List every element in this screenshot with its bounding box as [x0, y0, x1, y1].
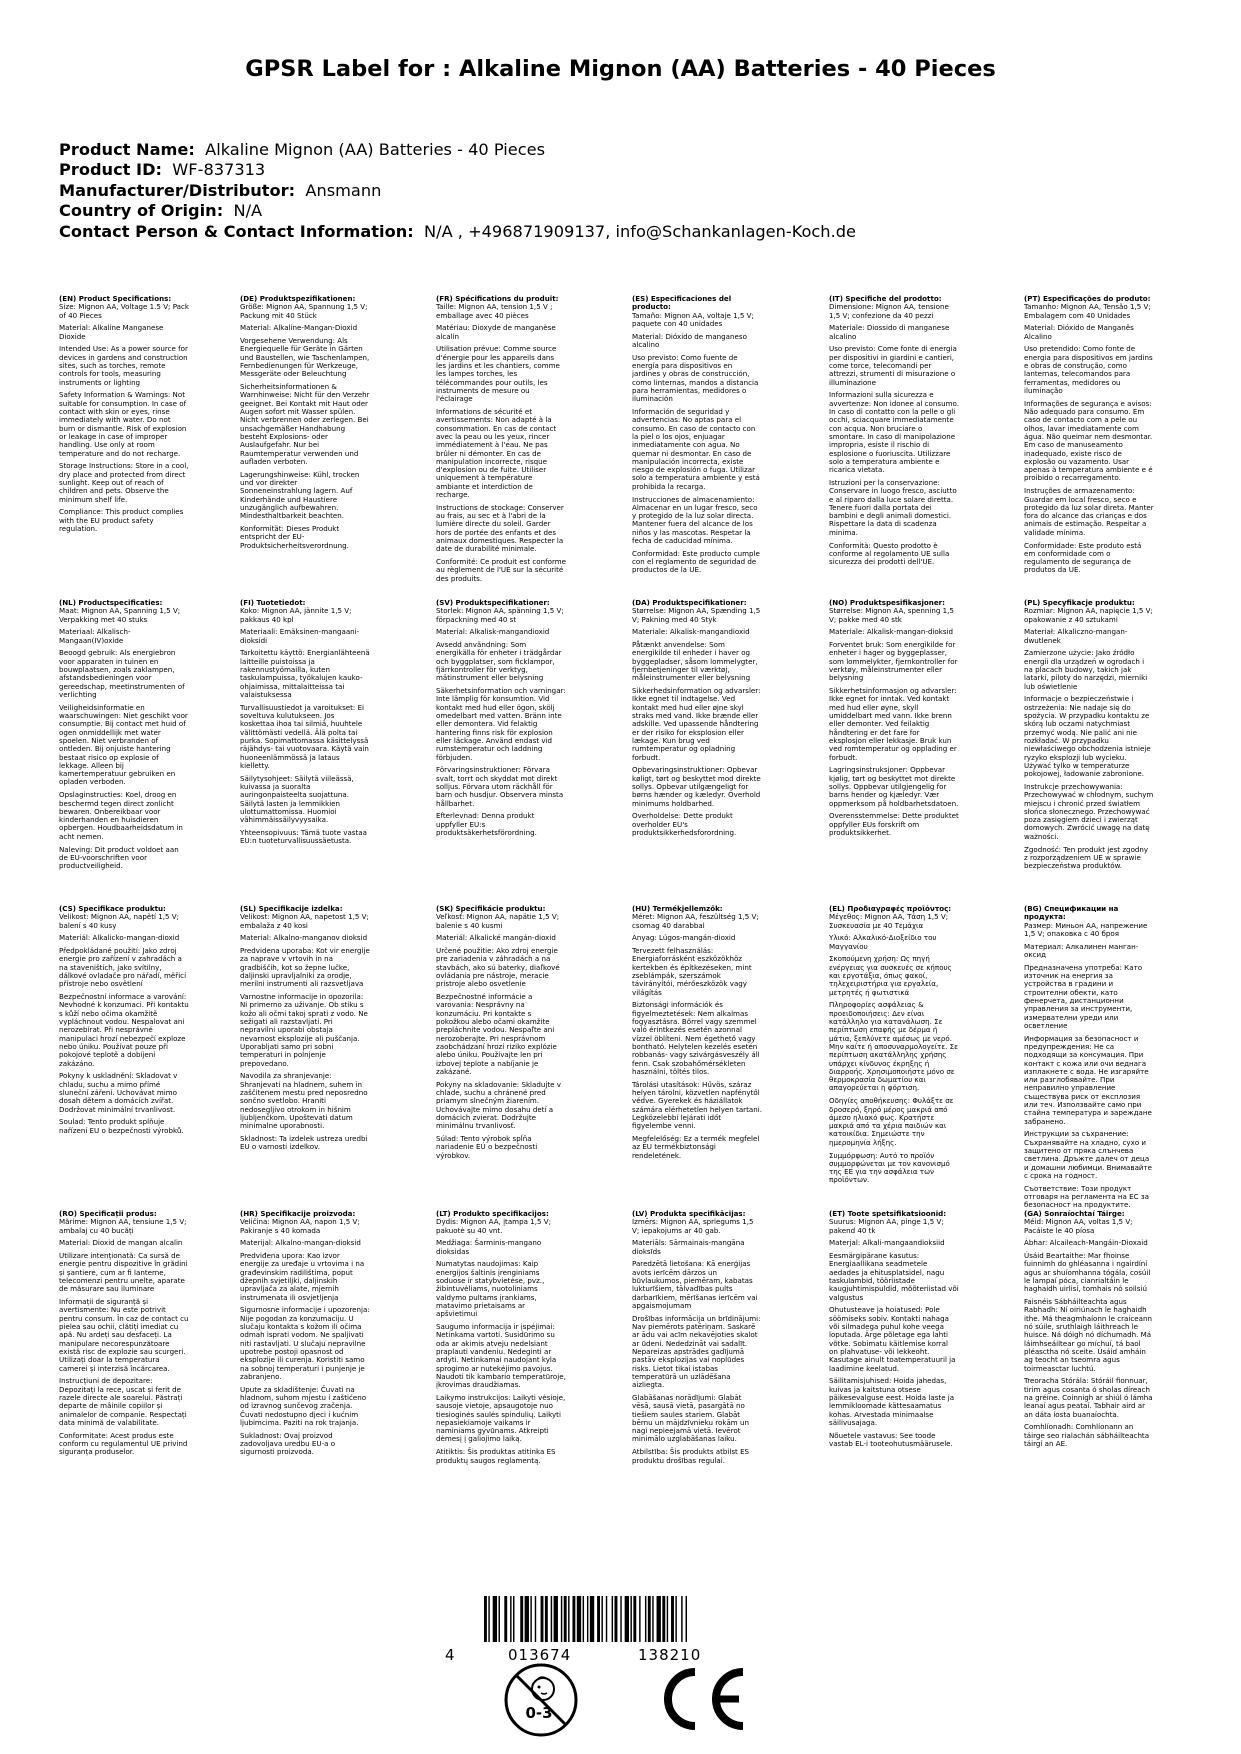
section-heading: (RO) Specificații produs: [59, 1210, 157, 1218]
section-heading: (BG) Спецификации на продукта: [1024, 905, 1119, 922]
section-paragraph: Instructions de stockage: Conserver au frais, au sec et à l'abri de la lumière directe du soleil. Garder hors de portée des enfants et des animaux domestiques. Respecter la date de durabilité minimale. [436, 502, 564, 554]
section-paragraph: Paredzētā lietošana: Kā enerģijas avots ierīcēm dārzos un būvlaukumos, piemēram, kabatas lukturīšiem, tālvadības pults darbarīkiem, mērīšanas ierīcēm vai apgaismojumam [632, 1259, 758, 1310]
language-section [632, 599, 762, 842]
section-paragraph: Ohutusteave ja hoiatused: Pole söömiseks sobiv. Kontakti nahaga või silmadega puhul kohe veega loputada. Ärge põletage ega lahti võtke. Sobimatu käitlemise korral on plahvatuse- või lekkeoht. Kasutage ainult toatemperatuuril ja laadimine keelatud. [829, 1305, 956, 1373]
language-section [632, 905, 762, 1164]
section-heading: (SK) Špecifikácie produktu: [436, 905, 546, 913]
barcode-bar [488, 1596, 489, 1642]
section-paragraph: Tárolási utasítások: Hűvös, száraz helyen tárolni, közvetlen napfénytől védve. Gyerekek és háziállatok számára elérhetetlen helyen tartani. Legközelebbi lejárati időt figyelembe venni. [632, 1079, 762, 1131]
section-paragraph: Nõuetele vastavus: See toode vastab EL-i tooteohutusmäärusele. [829, 1430, 953, 1448]
section-paragraph: Påtænkt anvendelse: Som energikilde til enheder i haver og byggepladser, såsom lommelygter, fjernbetjeninger til værktøj, måleinstrumenter eller belysning [632, 640, 758, 683]
section-paragraph: Informacje o bezpieczeństwie i ostrzeżenia: Nie nadaje się do spożycia. W przypadku kontaktu ze skórą lub oczami natychmiast przemyć wodą. Nie palić ani nie rozkładać. W przypadku niewłaściwego obchodzenia istnieje ryzyko eksplozji lub wycieku. Używać tylko w temperaturze pokojowej, ładowanie zabronione. [1024, 694, 1151, 779]
section-paragraph: Eesmärgipärane kasutus: Energiaallikana seadmetele aedades ja ehitusplatsidel, nagu taskulambid, tööriistade kaugjuhtimispuldid, mõõteriistad või valgustus [829, 1251, 959, 1302]
section-intro [436, 905, 566, 930]
section-size: Taille: Mignon AA, tension 1,5 V ; emballage avec 40 pièces [436, 302, 553, 320]
section-paragraph: Materiale: Diossido di manganese alcalino [829, 323, 950, 341]
section-paragraph: Medžiaga: Šarminis-mangano dioksidas [436, 1238, 542, 1256]
section-paragraph: Materiál: Alkalicko-mangan-dioxid [59, 933, 180, 943]
section-paragraph: Uso previsto: Come fonte di energia per dispositivi in giardini e cantieri, come torce, telecomandi per attrezzi, strumenti di misurazione o illuminazione [829, 344, 957, 387]
section-paragraph: Atitiktis: Šis produktas atitinka ES produktų saugos reglamentą. [436, 1447, 556, 1465]
section-paragraph: Drošības informācija un brīdinājumi: Nav piemērots patēriņam. Saskarē ar ādu vai acīm nekavējoties skalot ar ūdeni. Nededzināt vai sadalīt. Nepareizas apstrādes gadījumā pastāv eksplozijas vai noplūdes risks. Lietot tikai istabas temperatūrā un uzlādēšana aizliegta. [632, 1313, 761, 1390]
section-size: Size: Mignon AA, Voltage 1.5 V; Pack of 40 Pieces [59, 302, 189, 320]
section-paragraph: Forventet bruk: Som energikilde for enheter i hager og byggeplasser, som lommelykter, fjernkontroller for verktøy, måleinstrumenter eller belysning [829, 640, 958, 683]
section-paragraph: Overensstemmelse: Dette produktet oppfyller EUs forskrift om produktsikkerhet. [829, 811, 959, 837]
section-paragraph: Numatytas naudojimas: Kaip energijos šaltinis įrenginiams soduose ir statybvietėse, pvz., žibintuvėliams, nuotoliniams valdymo pultams įrankiams, matavimo prietaisams ar apšvietimui [436, 1259, 545, 1319]
language-section [436, 1210, 566, 1469]
barcode-bar [686, 1596, 687, 1642]
section-heading: (HR) Specifikacije proizvoda: [240, 1210, 356, 1218]
barcode-bar [612, 1596, 613, 1642]
barcode-bar [484, 1596, 487, 1642]
section-paragraph: Predviđena upora: Kao izvor energije za uređaje u vrtovima i na građevinskim radilištima, poput džepnih svjetiljki, daljinskih upravljača za alate, mjernih instrumenata ili osvjetljenja [240, 1251, 365, 1302]
section-paragraph: Informations de sécurité et avertissements: Non adapté à la consommation. En cas de contact avec la peau ou les yeux, rincer immédiatement à l'eau. Ne pas brûler ni démonter. En cas de manipulation incorrecte, risque d'explosion ou de fuite. Utiliser uniquement à température ambiante et interdiction de recharge. [436, 407, 557, 500]
section-size: Størrelse: Mignon AA, spenning 1,5 V; pakke med 40 stk [829, 606, 954, 624]
section-paragraph: Súlad: Tento výrobok spĺňa nariadenie EÚ o bezpečnosti výrobkov. [436, 1133, 538, 1160]
section-size: Tamaño: Mignon AA, voltaje 1,5 V; paquete con 40 unidades [632, 310, 754, 328]
section-paragraph: Conformidade: Este produto está em conformidade com o regulamento de segurança de produtos da UE. [1024, 540, 1142, 575]
section-paragraph: Sikkerhetsinformasjon og advarsler: Ikke egnet for inntak. Ved kontakt med hud eller øyne, skyll umiddelbart med vann. Ikke brenn eller demonter. Ved feilaktig håndtering er det fare for eksplosjon eller lekkasje. Bruk kun ved romtemperatur og opplading er forbudt. [829, 686, 957, 762]
language-section [632, 295, 762, 579]
section-paragraph: Yhteensopivuus: Tämä tuote vastaa EU:n tuoteturvallisuussäetusta. [240, 827, 367, 846]
section-paragraph: Treoracha Stórála: Stóráil fionnuar, tirim agus cosanta ó sholas díreach na gréine. Coinnigh ar shiúl ó lámha leanaí agus peataí. Tabhair aird ar an dáta íosta buanaíochta. [1024, 1376, 1153, 1419]
language-section [240, 599, 370, 850]
section-paragraph: Biztonsági információk és figyelmeztetések: Nem alkalmas fogyasztásra. Bőrrel vagy szemmel való érintkezés esetén azonnal vízzel öblíteni. Nem égethető vagy bontható. Helytelen kezelés esetén robbanás- vagy szivárgásveszély áll fenn. Csak szobahőmérsékleten használni, töltés tilos. [632, 1000, 760, 1076]
barcode-bar [583, 1596, 584, 1642]
section-paragraph: Naleving: Dit product voldoet aan de EU-voorschriften voor productveiligheid. [59, 844, 179, 871]
section-paragraph: Materiale: Alkalisk-mangan-dioksid [829, 627, 954, 637]
info-label: Country of Origin: [59, 201, 224, 221]
section-heading: (FR) Spécifications du produit: [436, 295, 559, 303]
section-paragraph: Efterlevnad: Denna produkt uppfyller EU:s produktsäkerhetsförordning. [436, 811, 537, 837]
section-paragraph: Material: Alkalisk-mangandioxid [436, 627, 550, 637]
section-paragraph: Sikkerhedsinformation og advarsler: Ikke egnet til indtagelse. Ved kontakt med hud eller øjne skyl straks med vand. Ikke brænde eller adskille. Ved upassende håndtering er der risiko for eksplosion eller lækage. Kun brug ved rumtemperatur og opladning forbudt. [632, 686, 761, 762]
section-heading: (GA) Sonraíochtaí Táirge: [1024, 1210, 1125, 1218]
section-paragraph: Opslaginstructies: Koel, droog en beschermd tegen direct zonlicht bewaren. Onbereikbaar voor kinderhanden en huisdieren opbergen. Houdbaarheidsdatum in acht nemen. [59, 790, 183, 841]
section-heading: (LT) Produkto specifikacijos: [436, 1210, 549, 1218]
section-paragraph: Materiał: Alkaliczno-mangan-dwutlenek [1024, 627, 1128, 645]
section-size: Veľkosť: Mignon AA, napätie 1,5 V; balenie s 40 kusmi [436, 912, 560, 930]
barcode-bar [620, 1596, 621, 1642]
section-paragraph: Utilizare intenționată: Ca sursă de energie pentru dispozitive în grădini și șantiere, cum ar fi lanterne, telecomenzi pentru unelte, aparate de măsurare sau iluminare [59, 1251, 188, 1294]
section-paragraph: Tervezett felhasználás: Energiaforrásként eszközökhöz kertekben és építkezéseken, mint zseblámpák, szerszámok távirányítói, mérőeszközök vagy világítás [632, 946, 752, 997]
section-heading: (NO) Produktspesifikasjoner: [829, 599, 945, 607]
barcode-bar [615, 1596, 618, 1642]
section-paragraph: Matériau: Dioxyde de manganèse alcalin [436, 323, 556, 341]
section-paragraph: Varnostne informacije in opozorila: Ni primerno za uživanje. Ob stiku s kožo ali očmi takoj sprati z vodo. Ne sežigati ali razstavljati. Pri nepravilni uporabi obstaja nevarnost eksplozije ali puščanja. Uporabljati samo pri sobni temperaturi in polnjenje prepovedano. [240, 992, 368, 1068]
info-label: Manufacturer/Distributor: [59, 180, 296, 200]
language-section [59, 905, 189, 1139]
section-intro [1024, 295, 1154, 320]
section-intro [829, 295, 959, 320]
section-paragraph: Instrukcje przechowywania: Przechowywać w chłodnym, suchym miejscu i chronić przed światłem słońca słonecznego. Przechowywać poza zasięgiem dzieci i zwierząt domowych. Zwrócić uwagę na datę ważności. [1024, 781, 1154, 841]
section-paragraph: Laikymo instrukcijos: Laikyti vėsioje, sausoje vietoje, apsaugotoje nuo tiesioginės saulės spindulių. Laikyti nepasiekiamoje vaikams ir naminiams gyvūnams. Atkreipti dėmesį į galiojimo laiką. [436, 1392, 566, 1444]
section-paragraph: Opbevaringsinstruktioner: Opbevar køligt, tørt og beskyttet mod direkte sollys. Opbevar utilgængeligt for børns hænder og kæledyr. Overhold minimums holdbarhed. [632, 765, 761, 808]
section-paragraph: Megfelelőség: Ez a termék megfelel az EU termékbiztonsági rendeletének. [632, 1133, 760, 1160]
manufacturer-row [59, 181, 856, 201]
barcode-bar [645, 1596, 646, 1642]
section-intro [59, 1210, 189, 1235]
language-section [829, 599, 959, 842]
age-warning-icon [503, 1662, 579, 1738]
section-paragraph: Skladnost: Ta izdelek ustreza uredbi EU o varnosti izdelkov. [240, 1133, 368, 1152]
barcode-bar [493, 1596, 497, 1642]
language-section [1024, 905, 1154, 1214]
section-paragraph: Συμμόρφωση: Αυτό το προϊόν συμμορφώνεται με τον κανονισμό της ΕΕ για την ασφάλεια των προϊόντων. [829, 1150, 950, 1185]
info-value: Ansmann [305, 180, 382, 200]
language-section [240, 1210, 370, 1461]
section-size: Suurus: Mignon AA, pinge 1,5 V; pakend 40 tk [829, 1217, 944, 1235]
section-paragraph: Utilisation prévue: Comme source d'énergie pour les appareils dans les jardins et les chantiers, comme les lampes torches, les télécommandes pour outils, les instruments de mesure ou l'éclairage [436, 344, 560, 404]
section-intro [240, 295, 370, 320]
info-value: N/A , +496871909137, info@Schankanlagen-Koch.de [424, 221, 856, 241]
section-heading: (HU) Termékjellemzők: [632, 905, 723, 913]
section-paragraph: Pokyny na skladovanie: Skladujte v chlade, suchu a chránené pred priamym slnečným žiarením. Uchovávajte mimo dosahu detí a domácich zvierat. Dodržujte minimálnu trvanlivosť. [436, 1079, 561, 1131]
section-size: Dydis: Mignon AA, įtampa 1,5 V; pakuotė su 40 vnt. [436, 1217, 551, 1235]
info-label: Product Name: [59, 140, 195, 159]
section-paragraph: Съответствие: Този продукт отговаря на регламента на ЕС за безопасност на продуктите. [1024, 1183, 1149, 1210]
section-heading: (PL) Specyfikacje produktu: [1024, 599, 1135, 607]
section-paragraph: Lagringsinstruksjoner: Oppbevar kjølig, tørt og beskyttet mot direkte sollys. Oppbevar utilgjengelig for barns hender og kjæledyr. Vær oppmerksom på holdbarhetsdatoen. [829, 765, 959, 808]
section-size: Μέγεθος: Mignon AA, Τάση 1,5 V; Συσκευασία με 40 Τεμάχια [829, 912, 949, 930]
barcode-bar [606, 1596, 607, 1642]
section-paragraph: Avsedd användning: Som energikälla för enheter i trädgårdar och byggplatser, som ficklampor, fjärrkontroller för verktyg, mätinstrument eller belysning [436, 640, 562, 683]
barcode-bar [639, 1596, 640, 1642]
section-paragraph: Förvaringsinstruktioner: Förvara svalt, torrt och skyddat mot direkt solljus. Förvara utom räckhåll för barn och husdjur. Observera minsta hållbarhet. [436, 765, 564, 808]
section-intro [632, 905, 762, 930]
section-paragraph: Turvallisuustiedot ja varoitukset: Ei soveltuva kulutukseen. Jos koskettaa ihoa tai silmiä, huuhtele välittömästi vedellä. Älä polta tai purka. Sopimattomassa käsittelyssä räjähdys- tai vuotovaara. Käytä vain huoneenlämmössä ja lataus kielletty. [240, 702, 369, 770]
barcode-bar [561, 1596, 562, 1642]
section-paragraph: Istruzioni per la conservazione: Conservare in luogo fresco, asciutto e al riparo dalla luce solare diretta. Tenere fuori dalla portata dei bambini e degli animali domestici. Rispettare la data di scadenza minima. [829, 477, 957, 537]
section-size: Koko: Mignon AA, jännite 1,5 V; pakkaus 40 kpl [240, 606, 352, 624]
barcode-bar [551, 1596, 552, 1642]
barcode-bar [513, 1596, 514, 1642]
section-paragraph: Sicherheitsinformationen & Warnhinweise: Nicht für den Verzehr geeignet. Bei Kontakt mit Haut oder Augen sofort mit Wasser spülen. Nicht verbrennen oder zerlegen. Bei unsachgemäßer Handhabung besteht Explosions- oder Auslaufgefahr. Nur bei Raumtemperatur verwenden und aufladen verboten. [240, 382, 370, 466]
section-paragraph: Информация за безопасност и предупреждения: Не са подходящи за консумация. При контакт с кожа или очи веднага изплакнете с вода. Не изгаряйте или разглобявайте. При неправилно управление съществува риск от експлозия или теч. Използвайте само при стайна температура и зареждане забранено. [1024, 1033, 1152, 1126]
language-section [436, 599, 566, 842]
section-intro [59, 905, 189, 930]
language-section [632, 1210, 762, 1469]
barcode-digit: 138210 [638, 1646, 702, 1664]
language-section [59, 295, 189, 538]
product-info [59, 140, 856, 242]
barcode-bar [587, 1596, 588, 1642]
language-section [59, 599, 189, 875]
section-paragraph: Предназначена употреба: Като източник на енергия за устройства в градини и строителни обекти, като фенерчета, дистанционни управления за инструменти, измервателни уреди или осветление [1024, 962, 1143, 1030]
section-paragraph: Materiale: Alkalisk-mangandioxid [632, 627, 750, 637]
barcode-bar [541, 1596, 544, 1642]
section-intro [829, 1210, 959, 1235]
barcode-bar [568, 1596, 569, 1642]
section-paragraph: Glabāšanas norādījumi: Glabāt vēsā, sausā vietā, pasargātā no tiešiem saules stariem. Glabāt bērnu un mājdzīvnieku rokām un nagi nepieejamā vietā. Ievērot minimālo uzglabāšanas laiku. [632, 1392, 749, 1444]
section-size: Размер: Миньон AA, напрежение 1,5 V; опаковка с 40 броя [1024, 920, 1148, 938]
section-size: Størrelse: Mignon AA, Spænding 1,5 V; Pakning med 40 Styk [632, 606, 761, 624]
section-paragraph: Material: Alkaline-Mangan-Dioxid [240, 323, 358, 333]
section-paragraph: Sukladnost: Ovaj proizvod zadovoljava uredbu EU-a o sigurnosti proizvoda. [240, 1430, 336, 1457]
barcode [484, 1596, 736, 1642]
section-paragraph: Předpokládané použití: Jako zdroj energie pro zařízení v zahradách a na staveništích, jako svítilny, dálkové ovladače pro nářadí, měřicí přístroje nebo osvětlení [59, 946, 187, 989]
language-section [829, 295, 959, 571]
barcode-bar [520, 1596, 523, 1642]
barcode-bar [657, 1596, 661, 1642]
barcode-bar [625, 1596, 629, 1642]
section-paragraph: Informații de siguranță și avertismente: Nu este potrivit pentru consum. În caz de contact cu pielea sau ochii, clătiți imediat cu apă. Nu ardeți sau desfaceți. La manipulare necorespunzătoare există risc de explozie sau scurgeri. Utilizați doar la temperatura camerei și interzisă încărcarea. [59, 1297, 189, 1373]
section-paragraph: Инструкции за съхранение: Съхранявайте на хладно, сухо и защитено от пряка слънчева светлина. Дръжте далеч от деца и домашни любимци. Внимавайте с срока на годност. [1024, 1129, 1153, 1180]
section-paragraph: Úsáid Beartaithe: Mar fhoinse fuinnimh do ghléasanna i ngairdíní agus ar shuíomhanna tógála, cosúil le lampaí póca, cianrialtáin le haghaidh uirlisí, tomhais nó soilsiú [1024, 1251, 1151, 1294]
section-heading: (FI) Tuotetiedot: [240, 599, 306, 607]
section-intro [632, 295, 762, 328]
section-size: Veličina: Mignon AA, napon 1,5 V; Pakiranje s 40 komada [240, 1217, 360, 1235]
section-paragraph: Soulad: Tento produkt splňuje nařízení EU o bezpečnosti výrobků. [59, 1117, 184, 1135]
section-paragraph: Materjal: Alkali-mangaandioksiid [829, 1238, 945, 1248]
contact-row [59, 222, 856, 242]
barcode-bar [652, 1596, 653, 1642]
section-paragraph: Atbilstība: Šis produkts atbilst ES produktu drošības regulai. [632, 1447, 750, 1465]
section-paragraph: Säilitamisjuhised: Hoida jahedas, kuivas ja kaitstuna otsese päikesevalguse eest. Hoida laste ja lemmikloomade kättesaamatus kohas. Arvestada minimaalse säilivusajaga. [829, 1376, 955, 1427]
section-intro [1024, 599, 1154, 624]
section-heading: (ET) Toote spetsifikatsioonid: [829, 1210, 947, 1218]
barcode-bar [633, 1596, 636, 1642]
section-paragraph: Určené použitie: Ako zdroj energie pre zariadenia v záhradách a na stavbách, ako sú baterky, diaľkové ovládania pre nástroje, meracie prístroje alebo osvetlenie [436, 946, 560, 989]
section-paragraph: Material: Dioxid de mangan alcalin [59, 1238, 183, 1248]
section-paragraph: Bezpečnostné informácie a varovania: Nesprávny na konzumáciu. Pri kontakte s pokožkou alebo očami okamžite prepláchnite vodou. Nespaľte ani nerozoberajte. Pri nesprávnom zaobchádzaní hrozí riziko explózie alebo úniku. Používajte len pri izbovej teplote a nabíjanie je zakázané. [436, 992, 557, 1076]
section-heading: (IT) Specifiche del prodotto: [829, 295, 942, 303]
section-paragraph: Материал: Алкалинен манган-оксид [1024, 941, 1139, 959]
section-heading: (SV) Produktspecifikationer: [436, 599, 550, 607]
barcode-bar [601, 1596, 602, 1642]
section-paragraph: Pokyny k uskladnění: Skladovat v chladu, suchu a mimo přímé sluneční záření. Uchovávat mimo dosah dětem a domácích zvířat. Dodržovat minimální trvanlivost. [59, 1071, 178, 1114]
section-intro [1024, 1210, 1154, 1235]
section-intro [632, 1210, 762, 1235]
section-paragraph: Tarkoitettu käyttö: Energianlähteenä laitteille puistoissa ja rakennustyömailla, kuten taskulampuissa, työkalujen kauko-ohjaimissa, mittalaitteissa tai valaistuksessa [240, 648, 370, 699]
section-intro [240, 1210, 370, 1235]
section-heading: (EN) Product Specifications: [59, 295, 172, 303]
barcode-bar [597, 1596, 600, 1642]
section-intro [59, 599, 189, 624]
section-size: Dimensione: Mignon AA, tensione 1,5 V; confezione da 40 pezzi [829, 302, 949, 320]
section-paragraph: Materiāls: Sārmainais-mangāna dioksīds [632, 1238, 745, 1256]
section-paragraph: Conformità: Questo prodotto è conforme al regolamento UE sulla sicurezza dei prodotti dell'UE. [829, 540, 950, 567]
section-paragraph: Informações de segurança e avisos: Não adequado para consumo. Em caso de contacto com a pele ou olhos, lavar imediatamente com água. Não queimar nem desmontar. Em caso de manuseamento inadequado, existe risco de explosão ou vazamento. Usar apenas à temperatura ambiente e é proibido o recarregamento. [1024, 398, 1153, 483]
section-size: Velikost: Mignon AA, napetost 1,5 V; embalaža z 40 kosi [240, 912, 369, 930]
section-paragraph: Bezpečnostní informace a varování: Nevhodné k konzumaci. Při kontaktu s kůží nebo očima okamžitě vypláchnout vodou. Nespalovat ani nerozebírat. Při nesprávné manipulaci hrozí nebezpečí exploze nebo úniku. Používat pouze při pokojové teplotě a dobíjení zakázáno. [59, 992, 189, 1068]
barcode-bar [671, 1596, 674, 1642]
section-intro [436, 295, 566, 320]
section-size: Mărime: Mignon AA, tensiune 1,5 V; ambalaj cu 40 bucăți [59, 1217, 187, 1235]
barcode-bar [564, 1596, 567, 1642]
section-heading: (PT) Especificações do produto: [1024, 295, 1151, 303]
section-heading: (DE) Produktspezifikationen: [240, 295, 356, 303]
section-paragraph: Materiaali: Emäksinen-mangaani-dioksidi [240, 627, 360, 645]
section-paragraph: Instruções de armazenamento: Guardar em local fresco, seco e protegido da luz solar direta. Manter fora do alcance das crianças e dos animais de estimação. Respeitar a validade mínima. [1024, 486, 1154, 537]
section-paragraph: Intended Use: As a power source for devices in gardens and construction sites, such as torches, remote controls for tools, measuring instruments or lighting [59, 344, 188, 387]
section-intro [240, 599, 370, 624]
section-paragraph: Comhlíonadh: Comhlíonann an táirge seo rialachán sábháilteachta táirgí an AE. [1024, 1422, 1150, 1448]
barcode-bar [662, 1596, 665, 1642]
section-paragraph: Safety Information & Warnings: Not suitable for consumption. In case of contact with skin or eyes, rinse immediately with water. Do not burn or dismantle. Risk of explosion or leakage in case of improper handling. Use only at room temperature and do not recharge. [59, 390, 187, 458]
section-paragraph: Säilytysohjeet: Säilytä viileässä, kuivassa ja suoralta auringonpaisteelta suojattuna. Säilytä lasten ja lemmikkien ulottumattomissa. Huomioi vähimmäissäilyvyysaika. [240, 773, 354, 825]
section-heading: (NL) Productspecificaties: [59, 599, 163, 607]
section-intro [632, 599, 762, 624]
barcode-digit: 013674 [508, 1646, 572, 1664]
section-paragraph: Säkerhetsinformation och varningar: Inte lämplig för konsumtion. Vid kontakt med hud eller ögon, skölj omedelbart med vatten. Bränn inte eller demontera. Vid felaktig hantering finns risk för explosion eller läckage. Använd endast vid rumstemperatur och laddning förbjuden. [436, 686, 566, 762]
section-size: Méret: Mignon AA, feszültség 1,5 V; csomag 40 darabbal [632, 912, 759, 930]
section-paragraph: Material: Dióxido de Manganês Alcalino [1024, 323, 1134, 341]
section-paragraph: Upute za skladištenje: Čuvati na hladnom, suhom mjestu i zaštićeno od izravnog sunčevog zračenja. Čuvati nedostupno djeci i kućnim ljubimcima. Paziti na rok trajanja. [240, 1384, 367, 1427]
country-row [59, 201, 856, 221]
section-paragraph: Πληροφορίες ασφάλειας & προειδοποιήσεις: Δεν είναι κατάλληλο για κατανάλωση. Σε περίπτωση επαφής με δέρμα ή μάτια, ξεπλύνετε αμέσως με νερό. Μην καίτε ή αποσυναρμολογείτε. Σε περίπτωση ακατάλληλης χρήσης υπάρχει κίνδυνος έκρηξης ή διαρροής. Χρησιμοποιήστε μόνο σε θερμοκρασία δωματίου και απαγορεύεται η φόρτιση. [829, 1000, 958, 1093]
section-paragraph: Veiligheidsinformatie en waarschuwingen: Niet geschikt voor consumptie. Bij contact met huid of ogen onmiddellijk met water spoelen. Niet verbranden of ontleden. Bij onjuiste hantering bestaat risico op explosie of lekkage. Alleen bij kamertemperatuur gebruiken en opladen verboden. [59, 702, 188, 787]
info-label: Product ID: [59, 160, 162, 180]
section-paragraph: Vorgesehene Verwendung: Als Energiequelle für Geräte in Gärten und Baustellen, wie Taschenlampen, Fernbedienungen für Werkzeuge, Messgeräte oder Beleuchtung [240, 336, 370, 379]
age-label: 0-3 [525, 1704, 553, 1722]
barcode-bar [648, 1596, 651, 1642]
product-name-row [59, 140, 856, 160]
barcode-bar [577, 1596, 581, 1642]
section-intro [240, 905, 370, 930]
barcode-bar [525, 1596, 529, 1642]
info-value: WF-837313 [172, 160, 266, 180]
section-size: Méid: Mignon AA, voltas 1,5 V; Pacáiste le 40 píosa [1024, 1217, 1133, 1235]
section-paragraph: Materiál: Alkalické mangán-dioxid [436, 933, 556, 943]
section-paragraph: Conformidad: Este producto cumple con el reglamento de seguridad de productos de la UE. [632, 548, 760, 575]
barcode-bar [667, 1596, 668, 1642]
barcode-bar [510, 1596, 511, 1642]
barcode-bar [545, 1596, 548, 1642]
section-intro [829, 599, 959, 624]
barcode-bar [499, 1596, 500, 1642]
section-size: Rozmiar: Mignon AA, napięcie 1,5 V; opakowanie z 40 sztukami [1024, 606, 1153, 624]
section-paragraph: Información de seguridad y advertencias: No aptas para el consumo. En caso de contacto con la piel o los ojos, enjuagar inmediatamente con agua. No quemar ni desmontar. En caso de manipulación incorrecta, existe riesgo de explosión o fuga. Utilizar solo a temperatura ambiente y está prohibida la recarga. [632, 407, 760, 491]
barcode-bar [630, 1596, 631, 1642]
section-paragraph: Saugumo informacija ir įspėjimai: Netinkama vartoti. Susidūrimo su oda ar akimis atveju nedelsiant praplauti vandeniu. Nedeginti ar ardyti. Netinkamai naudojant kyla sprogimo ar nutekėjimo pavojus. Naudoti tik kambario temperatūroje, įkrovimas draudžiamas. [436, 1322, 566, 1390]
language-section [1024, 1210, 1154, 1453]
section-size: Maat: Mignon AA, Spanning 1,5 V; Verpakking met 40 stuks [59, 606, 181, 624]
section-paragraph: Conformité: Ce produit est conforme au règlement de l'UE sur la sécurité des produits. [436, 557, 566, 583]
section-paragraph: Material: Dióxido de manganeso alcalino [632, 331, 747, 349]
section-heading: (ES) Especificaciones del producto: [632, 295, 732, 312]
section-heading: (EL) Προδιαγραφές προϊόντος: [829, 905, 952, 913]
language-section [829, 905, 959, 1189]
section-paragraph: Οδηγίες αποθήκευσης: Φυλάξτε σε δροσερό, ξηρό μέρος μακριά από άμεσο ηλιακό φως. Κρατήστε μακριά από τα χέρια παιδιών και κατοικίδια. Σημειώστε την ημερομηνία λήξης. [829, 1096, 954, 1147]
section-paragraph: Faisnéis Sábháilteachta agus Rabhadh: Ní oiriúnach le haghaidh ithe. Má theagmhaíonn le craiceann nó súile, sruthlaigh láithreach le huisce. Ná dóigh nó díchumadh. Má láimhseáiltear go míchuí, tá baol pléasctha nó sceite. Úsáid amháin ag teocht an tseomra agus toirmeasctar luchtú. [1024, 1297, 1152, 1373]
barcode-bar [675, 1596, 676, 1642]
section-paragraph: Σκοπούμενη χρήση: Ως πηγή ενέργειας για συσκευές σε κήπους και εργοτάξια, όπως φακοί, τηλεχειριστήρια για εργαλεία, μετρητές ή φωτιστικά [829, 954, 952, 997]
section-heading: (DA) Produktspecifikationer: [632, 599, 747, 607]
product-id-row [59, 160, 856, 180]
section-paragraph: Predvidena uporaba: Kot vir energije za naprave v vrtovih in na gradbiščih, kot so žepne lučke, daljinski upravljalniki za orodje, merilni instrumenti ali razsvetljava [240, 946, 370, 989]
barcode-bar [681, 1596, 682, 1642]
barcode-bar [572, 1596, 575, 1642]
section-paragraph: Material: Alkalno-manganov dioksid [240, 933, 368, 943]
language-section [436, 905, 566, 1164]
section-paragraph: Storage Instructions: Store in a cool, dry place and protected from direct sunlight. Keep out of reach of children and pets. Observe the minimum shelf life. [59, 461, 189, 504]
info-label: Contact Person & Contact Information: [59, 221, 414, 241]
section-paragraph: Uso pretendido: Como fonte de energia para dispositivos em jardins e obras de construção, como lanternas, telecomandos para ferramentas, medidores ou iluminação [1024, 344, 1153, 395]
section-size: Tamanho: Mignon AA, Tensão 1,5 V; Embalagem com 40 Unidades [1024, 302, 1151, 320]
language-section [436, 295, 566, 588]
barcode-bar [535, 1596, 536, 1642]
language-section [1024, 295, 1154, 579]
section-paragraph: Instrucțiuni de depozitare: Depozitați la rece, uscat și ferit de razele directe ale soarelui. Păstrați departe de mâinile copiilor și animalelor de companie. Respectați data minimă de valabilitate. [59, 1376, 187, 1427]
info-value: N/A [233, 201, 263, 221]
section-paragraph: Material: Alkaline Manganese Dioxide [59, 323, 164, 341]
section-paragraph: Lagerungshinweise: Kühl, trocken und vor direkter Sonneneinstrahlung lagern. Auf Kinderhände und Haustiere unzugänglich aufbewahren. Mindesthaltbarkeit beachten. [240, 469, 360, 521]
language-section [59, 1210, 189, 1461]
section-intro [436, 599, 566, 624]
section-size: Izmērs: Mignon AA, spriegums 1,5 V; iepakojums ar 40 gab. [632, 1217, 754, 1235]
section-heading: (LV) Produkta specifikācijas: [632, 1210, 746, 1218]
section-paragraph: Zamierzone użycie: Jako źródło energii dla urządzeń w ogrodach i na placach budowy, takich jak latarki, piloty do narzędzi, mierniki lub oświetlenie [1024, 648, 1148, 691]
section-paragraph: Conformitate: Acest produs este conform cu regulamentul UE privind siguranța produselor. [59, 1430, 188, 1457]
section-paragraph: Informazioni sulla sicurezza e avvertenze: Non idonee al consumo. In caso di contatto con la pelle o gli occhi, sciacquare immediatamente con acqua. Non bruciare o smontare. In caso di manipolazione impropria, esiste il rischio di esplosione o fuoriuscita. Utilizzare solo a temperatura ambiente e ricarica vietata. [829, 390, 959, 475]
barcode-bar [530, 1596, 531, 1642]
section-intro [829, 905, 959, 930]
language-section [240, 295, 370, 554]
barcode-bar [504, 1596, 507, 1642]
language-section [829, 1210, 959, 1453]
page-title: GPSR Label for : Alkaline Mignon (AA) Batteries - 40 Pieces [245, 56, 996, 82]
section-intro [59, 295, 189, 320]
info-value: Alkaline Mignon (AA) Batteries - 40 Pieces [205, 140, 546, 159]
section-paragraph: Overholdelse: Dette produkt overholder EU's produktsikkerhedsforordning. [632, 811, 737, 837]
section-paragraph: Konformität: Dieses Produkt entspricht der EU-Produktsicherheitsverordnung. [240, 523, 349, 550]
language-section [1024, 599, 1154, 875]
section-paragraph: Zgodność: Ten produkt jest zgodny z rozporządzeniem UE w sprawie bezpieczeństwa produktów. [1024, 844, 1149, 871]
section-paragraph: Beoogd gebruik: Als energiebron voor apparaten in tuinen en bouwplaatsen, zoals zaklampen, afstandsbedieningen voor gereedschap, meetinstrumenten of verlichting [59, 648, 185, 699]
section-intro [436, 1210, 566, 1235]
section-paragraph: Anyag: Lúgos-mangán-dioxid [632, 933, 736, 943]
section-paragraph: Materiaal: Alkalisch-Mangaan(IV)oxide [59, 627, 131, 645]
section-heading: (SL) Specifikacije izdelka: [240, 905, 343, 913]
section-size: Velikost: Mignon AA, napětí 1,5 V; balení s 40 kusy [59, 912, 180, 930]
section-heading: (CS) Specifikace produktu: [59, 905, 166, 913]
section-paragraph: Sigurnosne informacije i upozorenja: Nije pogodan za konzumaciju. U slučaju kontakta s kožom ili očima odmah isprati vodom. Ne spaljivati niti rastavljati. U slučaju nepravilne upotrebe postoji opasnost od eksplozije ili curenja. Koristiti samo na sobnoj temperaturi i punjenje je zabranjeno. [240, 1305, 370, 1381]
section-paragraph: Materijal: Alkalno-mangan-dioksid [240, 1238, 361, 1248]
section-size: Storlek: Mignon AA, spänning 1,5 V; förpackning med 40 st [436, 606, 564, 624]
section-intro [1024, 905, 1154, 938]
language-section [240, 905, 370, 1156]
section-size: Größe: Mignon AA, Spannung 1,5 V; Packung mit 40 Stück [240, 302, 368, 320]
barcode-digit: 4 [445, 1646, 455, 1664]
section-paragraph: Uso previsto: Como fuente de energía para dispositivos en jardines y obras de construcción, como linternas, mandos a distancia para herramientas, medidores o iluminación [632, 352, 759, 404]
barcode-bar [590, 1596, 594, 1642]
ce-mark-icon [655, 1664, 751, 1734]
section-paragraph: Ábhar: Alcaileach-Mangáin-Dioxaid [1024, 1238, 1148, 1248]
section-paragraph: Υλικό: Αλκαλικό-Διοξείδιο του Μαγγανίου [829, 933, 937, 951]
section-paragraph: Instrucciones de almacenamiento: Almacenar en un lugar fresco, seco y protegido de la luz solar directa. Mantener fuera del alcance de los niños y las mascotas. Respetar la fecha de caducidad mínima. [632, 494, 758, 546]
section-paragraph: Compliance: This product complies with the EU product safety regulation. [59, 507, 184, 533]
barcode-bar [554, 1596, 558, 1642]
section-paragraph: Navodila za shranjevanje: Shranjevati na hladnem, suhem in zaščitenem mestu pred neposredno sončno svetlobo. Hraniti nedosegljivo otrokom in hišnim ljubljenčkom. Upoštevati datum minimalne uporabnosti. [240, 1071, 368, 1131]
